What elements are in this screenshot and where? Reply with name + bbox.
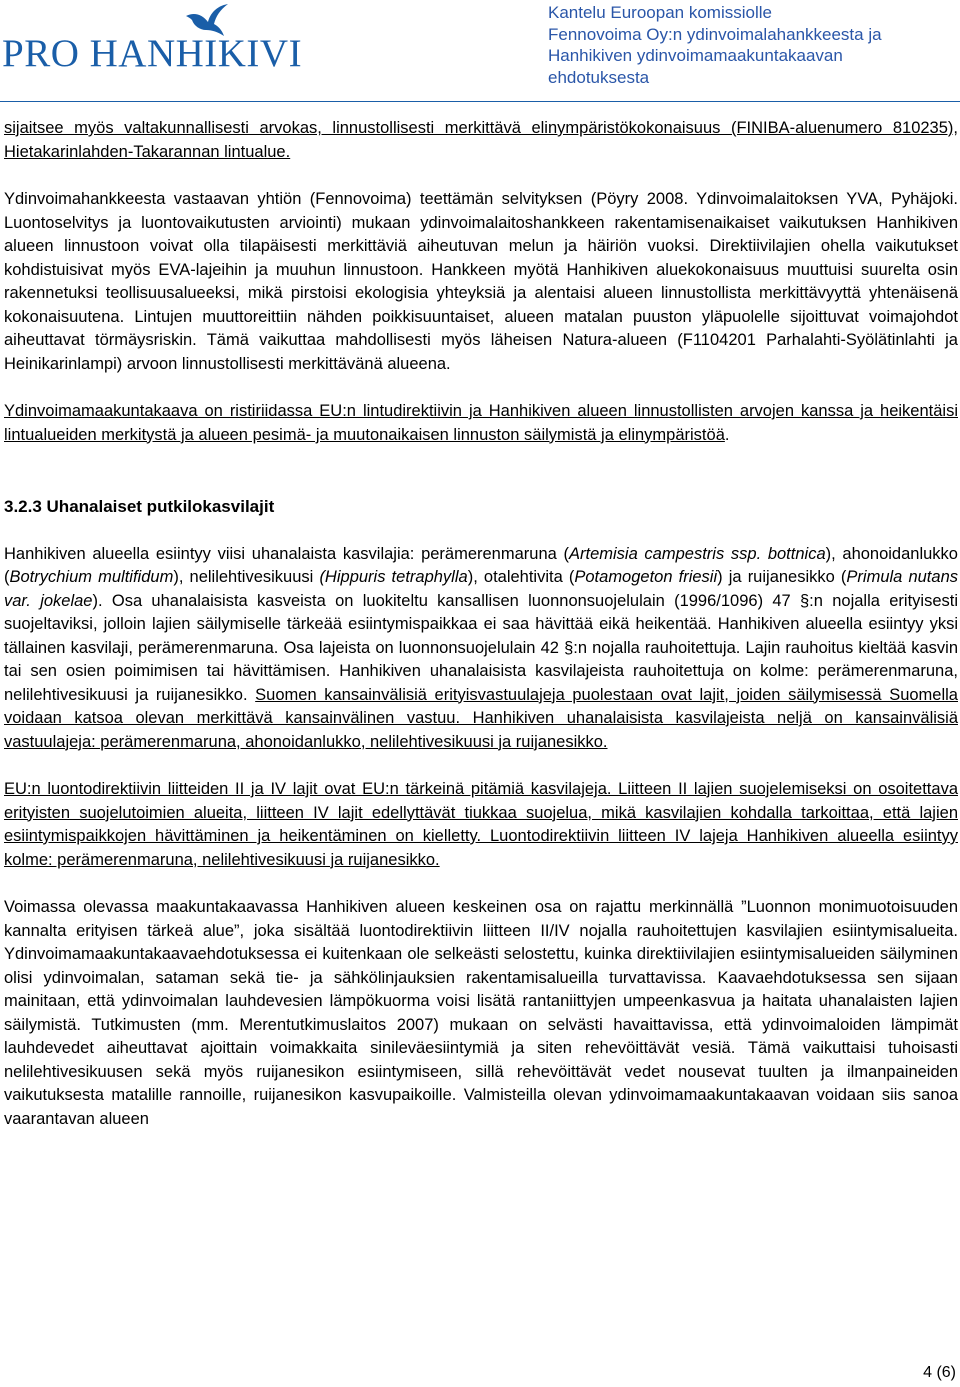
paragraph-finiba xyxy=(4,117,958,164)
document-body xyxy=(4,117,958,1131)
period: . xyxy=(724,425,730,444)
paragraph-plant-species xyxy=(4,543,958,755)
document-title-line: Hanhikiven ydinvoimamaakuntakaavan xyxy=(548,46,843,65)
species-name: Artemisia campestris ssp. bottnica xyxy=(568,544,826,563)
paragraph-text: ), nelilehtivesikuusi xyxy=(173,568,320,586)
paragraph-text: ) ja ruijanesikko ( xyxy=(717,568,847,586)
underlined-text: EU:n luontodirektiivin liitteiden II ja IV lajit ovat EU:n tärkeinä pitämiä kasvilajeja. Liitteen II lajien suojelemiseksi on osoitettava erityisten suojelutoimien alueita, liitteen IV lajit edellyttävät tiukkaa suojelua, mikä kasvilajien kohdalla tarkoittaa, että lajien esiintymispaikkojen hävittäminen ja heikentäminen on kielletty. Luontodirektiivin liitteen IV lajeja Hanhikiven alueella esiintyy kolme: perämerenmaruna, nelilehtivesikuusi ja ruijanesikko. xyxy=(4,780,958,869)
document-title xyxy=(548,2,882,88)
page-header xyxy=(0,0,960,104)
species-name: Potamogeton friesii xyxy=(574,568,718,586)
section-heading: 3.2.3 Uhanalaiset putkilokasvilajit xyxy=(4,497,275,516)
document-title-line: Kantelu Euroopan komissiolle xyxy=(548,3,772,22)
header-divider xyxy=(0,101,960,102)
page-number: 4 (6) xyxy=(923,1364,956,1381)
paragraph-text: Voimassa olevassa maakuntakaavassa Hanhikiven alueen keskeinen osa on rajattu merkinnällä ”Luonnon monimuotoisuuden kannalta erityisen tärkeä alue”, joka sisältää luontodirektiivin liitteen II/IV nojalla rauhoitettujen kasvilajien esiintymisalueita. Ydinvoimamaakuntakaavaehdotuksessa ei kuitenkaan ole selkeästi selostettu, kuinka direktiivilajien esiintymisalueiden säilyminen olisi ydinvoimalan, sataman sekä tie- ja sähkölinjauksien rakentamisalueilla turvattavissa. Kaavaehdotuksessa sen sijaan mainitaan, että ydinvoimalan lauhdevesien lämpökuorma voisi lisätä rantaniittyjen umpeenkasvua ja haitata uhanalaisten lajien säilymistä. Tutkimusten (mm. Merentutkimuslaitos 2007) mukaan on selvästi havaittavissa, että ydinvoimaloiden lämpimät lauhdevedet aiheuttavat ajoittain voimakkaita sinileväesiintymiä ja siten rehevöittävät vesiä. Tämä vaikuttaisi tuhoisasti nelilehtivesikuusen sekä myös ruijanesikon esiintymiseen, sillä rehevöittävät vedet nousevat tuulten ja ilmanpaineiden vaikutuksesta matalille rannoille, ruijanesikon kasvupaikoille. Valmisteilla olevan ydinvoimamaakuntakaavan voidaan siis sanoa vaarantavan alueen xyxy=(4,898,958,1128)
paragraph-text: ), otalehtivita ( xyxy=(467,568,575,586)
pro-hanhikivi-logo xyxy=(0,0,303,80)
paragraph-text: Hankkeen myötä Hanhikiven aluekokonaisuus muuttuisi suurelta osin rakennetuksi teollisuusalueeksi, mikä pirstoisi ekologisia yhteyksiä ja alentaisi alueen linnustollista merkittävyyttä yhtenäisenä kokonaisuutena. Lintujen muuttoreittiin nähden poikkisuuntaiset, alueen matalan puuston yläpuolelle sijoittuvat voimajohdot aiheuttavat törmäysriskin. Tämä vaikuttaa mahdollisesti myös läheisen Natura-alueen (F1104201 Parhalahti-Syölätinlahti ja Heinikarinlampi) arvoon linnustollisesti merkittävänä alueena. xyxy=(4,260,958,373)
species-name: Primula nutans var. jokelae xyxy=(4,568,958,610)
paragraph-selvitys xyxy=(4,188,958,376)
paragraph-text: Hanhikiven alueella esiintyy viisi uhanalaista kasvilajia: perämerenmaruna ( xyxy=(4,544,569,563)
underlined-text: sijaitsee myös valtakunnallisesti arvokas, linnustollisesti merkittävä elinympäristökokonaisuus (FINIBA-aluenumero 810235), Hietakarinlahden-Takarannan lintualue. xyxy=(4,119,958,161)
paragraph-conclusion-birds xyxy=(4,400,958,447)
document-title-line: ehdotuksesta xyxy=(548,67,650,87)
paragraph-eu-directive xyxy=(4,778,958,872)
species-name: (Hippuris tetraphylla xyxy=(319,568,468,586)
underlined-text: Ydinvoimamaakuntakaava on ristiriidassa EU:n lintudirektiivin ja Hanhikiven alueen linnustollisten arvojen kanssa ja heikentäisi lintualueiden merkitystä ja alueen pesimä- ja muutonaikaisen linnuston säilymistä ja elinympäristöä xyxy=(4,402,958,444)
paragraph-text: Ydinvoimahankkeesta vastaavan yhtiön (Fennovoima) teettämän selvityksen (Pöyry 2008. Ydinvoimalaitoksen YVA, Pyhäjoki. Luontoselvitys ja luontovaikutusten arviointi) mukaan ydinvoimalaitoshankkeen rakentamisenaikaiset vaikutuksen Hanhikiven alueen linnustoon voivat olla tilapäisesti merkittäviä aiheutuvan melun ja häiriön vuoksi. Direktiivilajien ohella vaikutukset kohdistuisivat myös EVA-lajeihin ja muuhun linnustoon. xyxy=(4,190,958,279)
paragraph-text: ). Osa uhanalaisista kasveista on luokiteltu kansallisen luonnonsuojelulain (1996/1096) 47 §:n nojalla erityisesti suojeltaviksi, jolloin lajien säilymiselle tärkeää esiintymispaikkaa ei saa hävittää eikä heikentää. Hanhikiven alueella esiintyy yksi tällainen kasvilaji, perämerenmaruna. Osa lajeista on luonnonsuojelulain 42 §:n nojalla rauhoitettuja. Lajin rauhoitus kieltää kasvin tai sen osien poimimisen tai hävittämisen. Hanhikiven uhanalaisista kasvilajeista rauhoitettuja on kolme: perämerenmaruna, nelilehtivesikuusi ja ruijanesikko. xyxy=(4,591,958,704)
species-name: Botrychium multifidum xyxy=(9,568,174,586)
underlined-text: Suomen kansainvälisiä erityisvastuulajeja puolestaan ovat lajit, joiden säilymisessä Suomella voidaan katsoa olevan merkittävä kansainvälinen vastuu. Hanhikiven uhanalaisista kasvilajeista neljä on kansainvälisiä vastuulajeja: perämerenmaruna, ahonoidanlukko, nelilehtivesikuusi ja ruijanesikko. xyxy=(4,685,958,751)
logo-text: PRO HANHIKIVI xyxy=(2,32,303,75)
document-title-line: Fennovoima Oy:n ydinvoimalahankkeesta ja xyxy=(548,24,882,44)
paragraph-maakuntakaava xyxy=(4,896,958,1131)
paragraph-text: ), ahonoidanlukko ( xyxy=(4,544,958,586)
